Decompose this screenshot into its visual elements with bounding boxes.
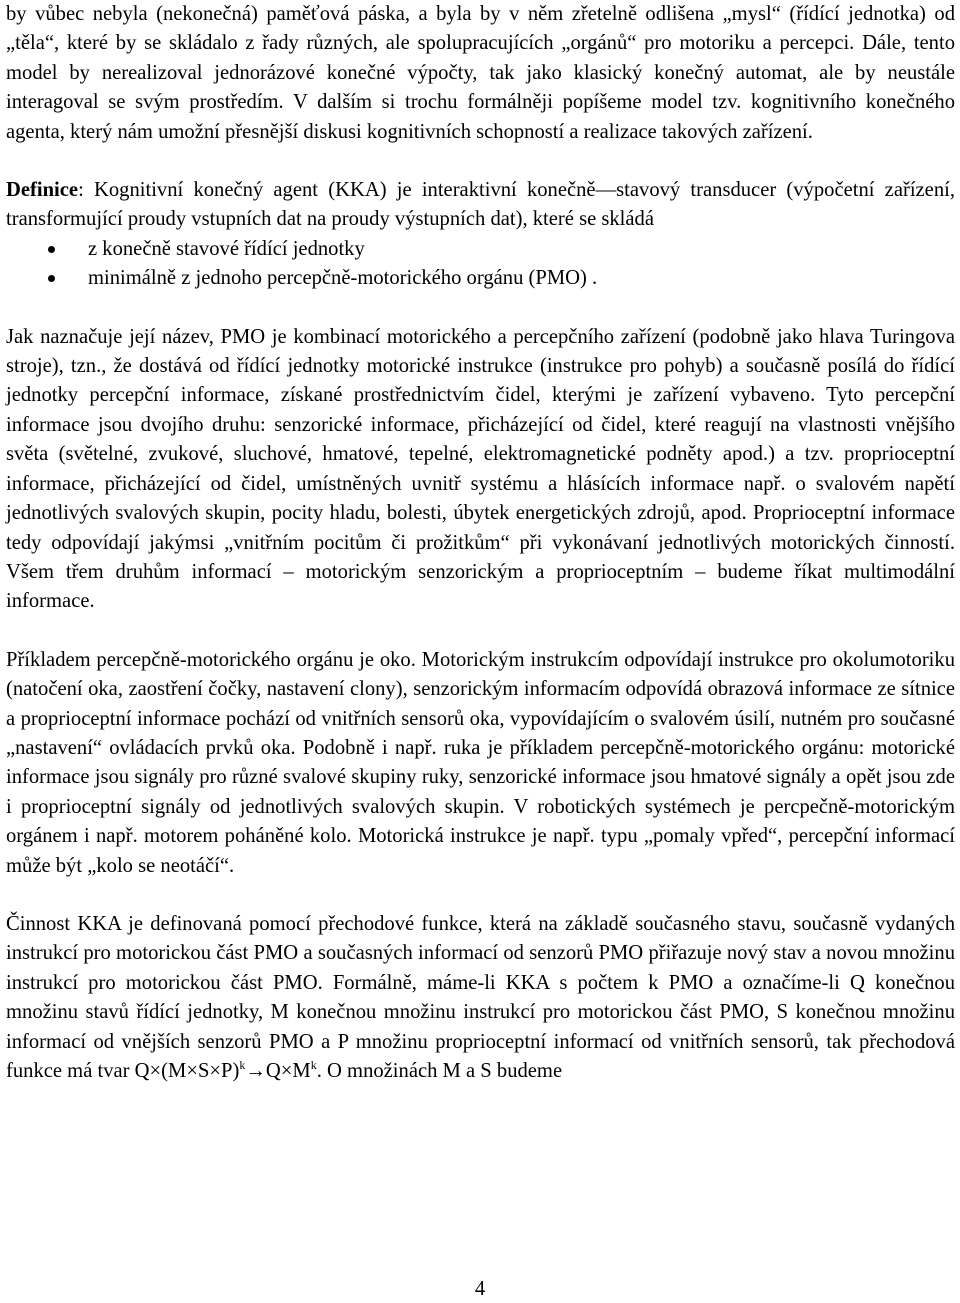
bullet-icon bbox=[48, 246, 55, 253]
definition-list bbox=[6, 235, 955, 294]
definition-label: Definice bbox=[6, 179, 79, 202]
page-number: 4 bbox=[474, 1278, 486, 1300]
formula: $Q\times(M\times S\times P)^k\to Q\times M^k$ bbox=[134, 1058, 317, 1082]
document-page bbox=[6, 0, 955, 1086]
paragraph-transition-function: Činnost KKA je definovaná pomocí přechodové funkce, která na základě současného stavu, současně vydaných instrukcí pro motorickou část PMO a současných informací od senzorů PMO přiřazuje nový stav a novou množinu instrukcí pro motorickou část PMO. Formálně, máme-li KKA s počtem k PMO a označíme-li Q konečnou množinu stavů řídící jednotky, M konečnou množinu instrukcí pro motorickou část PMO, S konečnou množinu informací od vnějších senzorů PMO a P množinu proprioceptní informací od vnitřních sensorů, tak přechodová funkce má tvar $Q\times(M\times S\times P)^k\to Q\times M^k$. O množinách M a S budeme bbox=[6, 912, 955, 1082]
definition-text: : Kognitivní konečný agent (KKA) je interaktivní konečně—stavový transducer (výpočetní zařízení, transformující proudy vstupních dat na proudy výstupních dat), které se skládá bbox=[6, 179, 955, 231]
paragraph-intro: by vůbec nebyla (nekonečná) paměťová páska, a byla by v něm zřetelně odlišena „mysl“ (řídící jednotka) od „těla“, které by se skládalo z řady různých, ale spolupracujících „orgánů“ pro motoriku a percepci. Dále, tento model by nerealizoval jednorázové konečné výpočty, tak jako klasický konečný automat, ale by neustále interagoval se svým prostředím. V dalším si trochu formálněji popíšeme model tzv. kognitivního konečného agenta, který nám umožní přesnější diskusi kognitivních schopností a realizace takových zařízení. bbox=[6, 3, 955, 143]
paragraph-example: Příkladem percepčně-motorického orgánu je oko. Motorickým instrukcím odpovídají instrukce pro okolumotoriku (natočení oka, zaostření čočky, nastavení clony), senzorickým informacím odpovídá obrazová informace ze sítnice a proprioceptní informace pochází od vnitřních sensorů oka, vypovídajícím o svalovém úsilí, nutném pro současné „nastavení“ ovládacích prvků oka. Podobně i např. ruka je příkladem percepčně-motorického orgánu: motorické informace jsou signály pro různé svalové skupiny ruky, senzorické informace jsou hmatové signály a opět jsou zde i proprioceptní signály od jednotlivých svalových skupin. V robotických systémech je percpečně-motorickým orgánem i např. motorem poháněné kolo. Motorická instrukce je např. typu „pomaly vpřed“, percepční informací může být „kolo se neotáčí“. bbox=[6, 648, 955, 877]
list-item: z konečně stavové řídící jednotky bbox=[6, 235, 955, 264]
paragraph-pmo: Jak naznačuje její název, PMO je kombinací motorického a percepčního zařízení (podobně jako hlava Turingova stroje), tzn., že dostává od řídící jednotky motorické instrukce (instrukce pro pohyb) a současně posílá do řídící jednotky percepční informace, získané prostřednictvím čidel, kterými je zařízení vybaveno. Tyto percepční informace jsou dvojího druhu: senzorické informace, přicházející od čidel, které reagují na vlastnosti vnějšího světa (světelné, zvukové, sluchové, hmatové, tepelné, elektromagnetické podněty apod.) a tzv. proprioceptní informace, přicházející od čidel, umístněných uvnitř systému a hlásících informace např. o svalovém napětí jednotlivých svalových skupin, pocity hladu, bolesti, úbytek energetických zdrojů, apod. Proprioceptní informace tedy odpovídají jakýmsi „vnitřním pocitům či prožitkům“ při vykonávaní jednotlivých motorických činností. Všem třem druhům informací – motorickým senzorickým a proprioceptním – budeme říkat multimodální informace. bbox=[6, 325, 955, 613]
definition-paragraph bbox=[6, 176, 955, 235]
bullet-icon bbox=[48, 275, 55, 282]
list-item: minimálně z jednoho percepčně-motorického orgánu (PMO) . bbox=[6, 264, 955, 293]
